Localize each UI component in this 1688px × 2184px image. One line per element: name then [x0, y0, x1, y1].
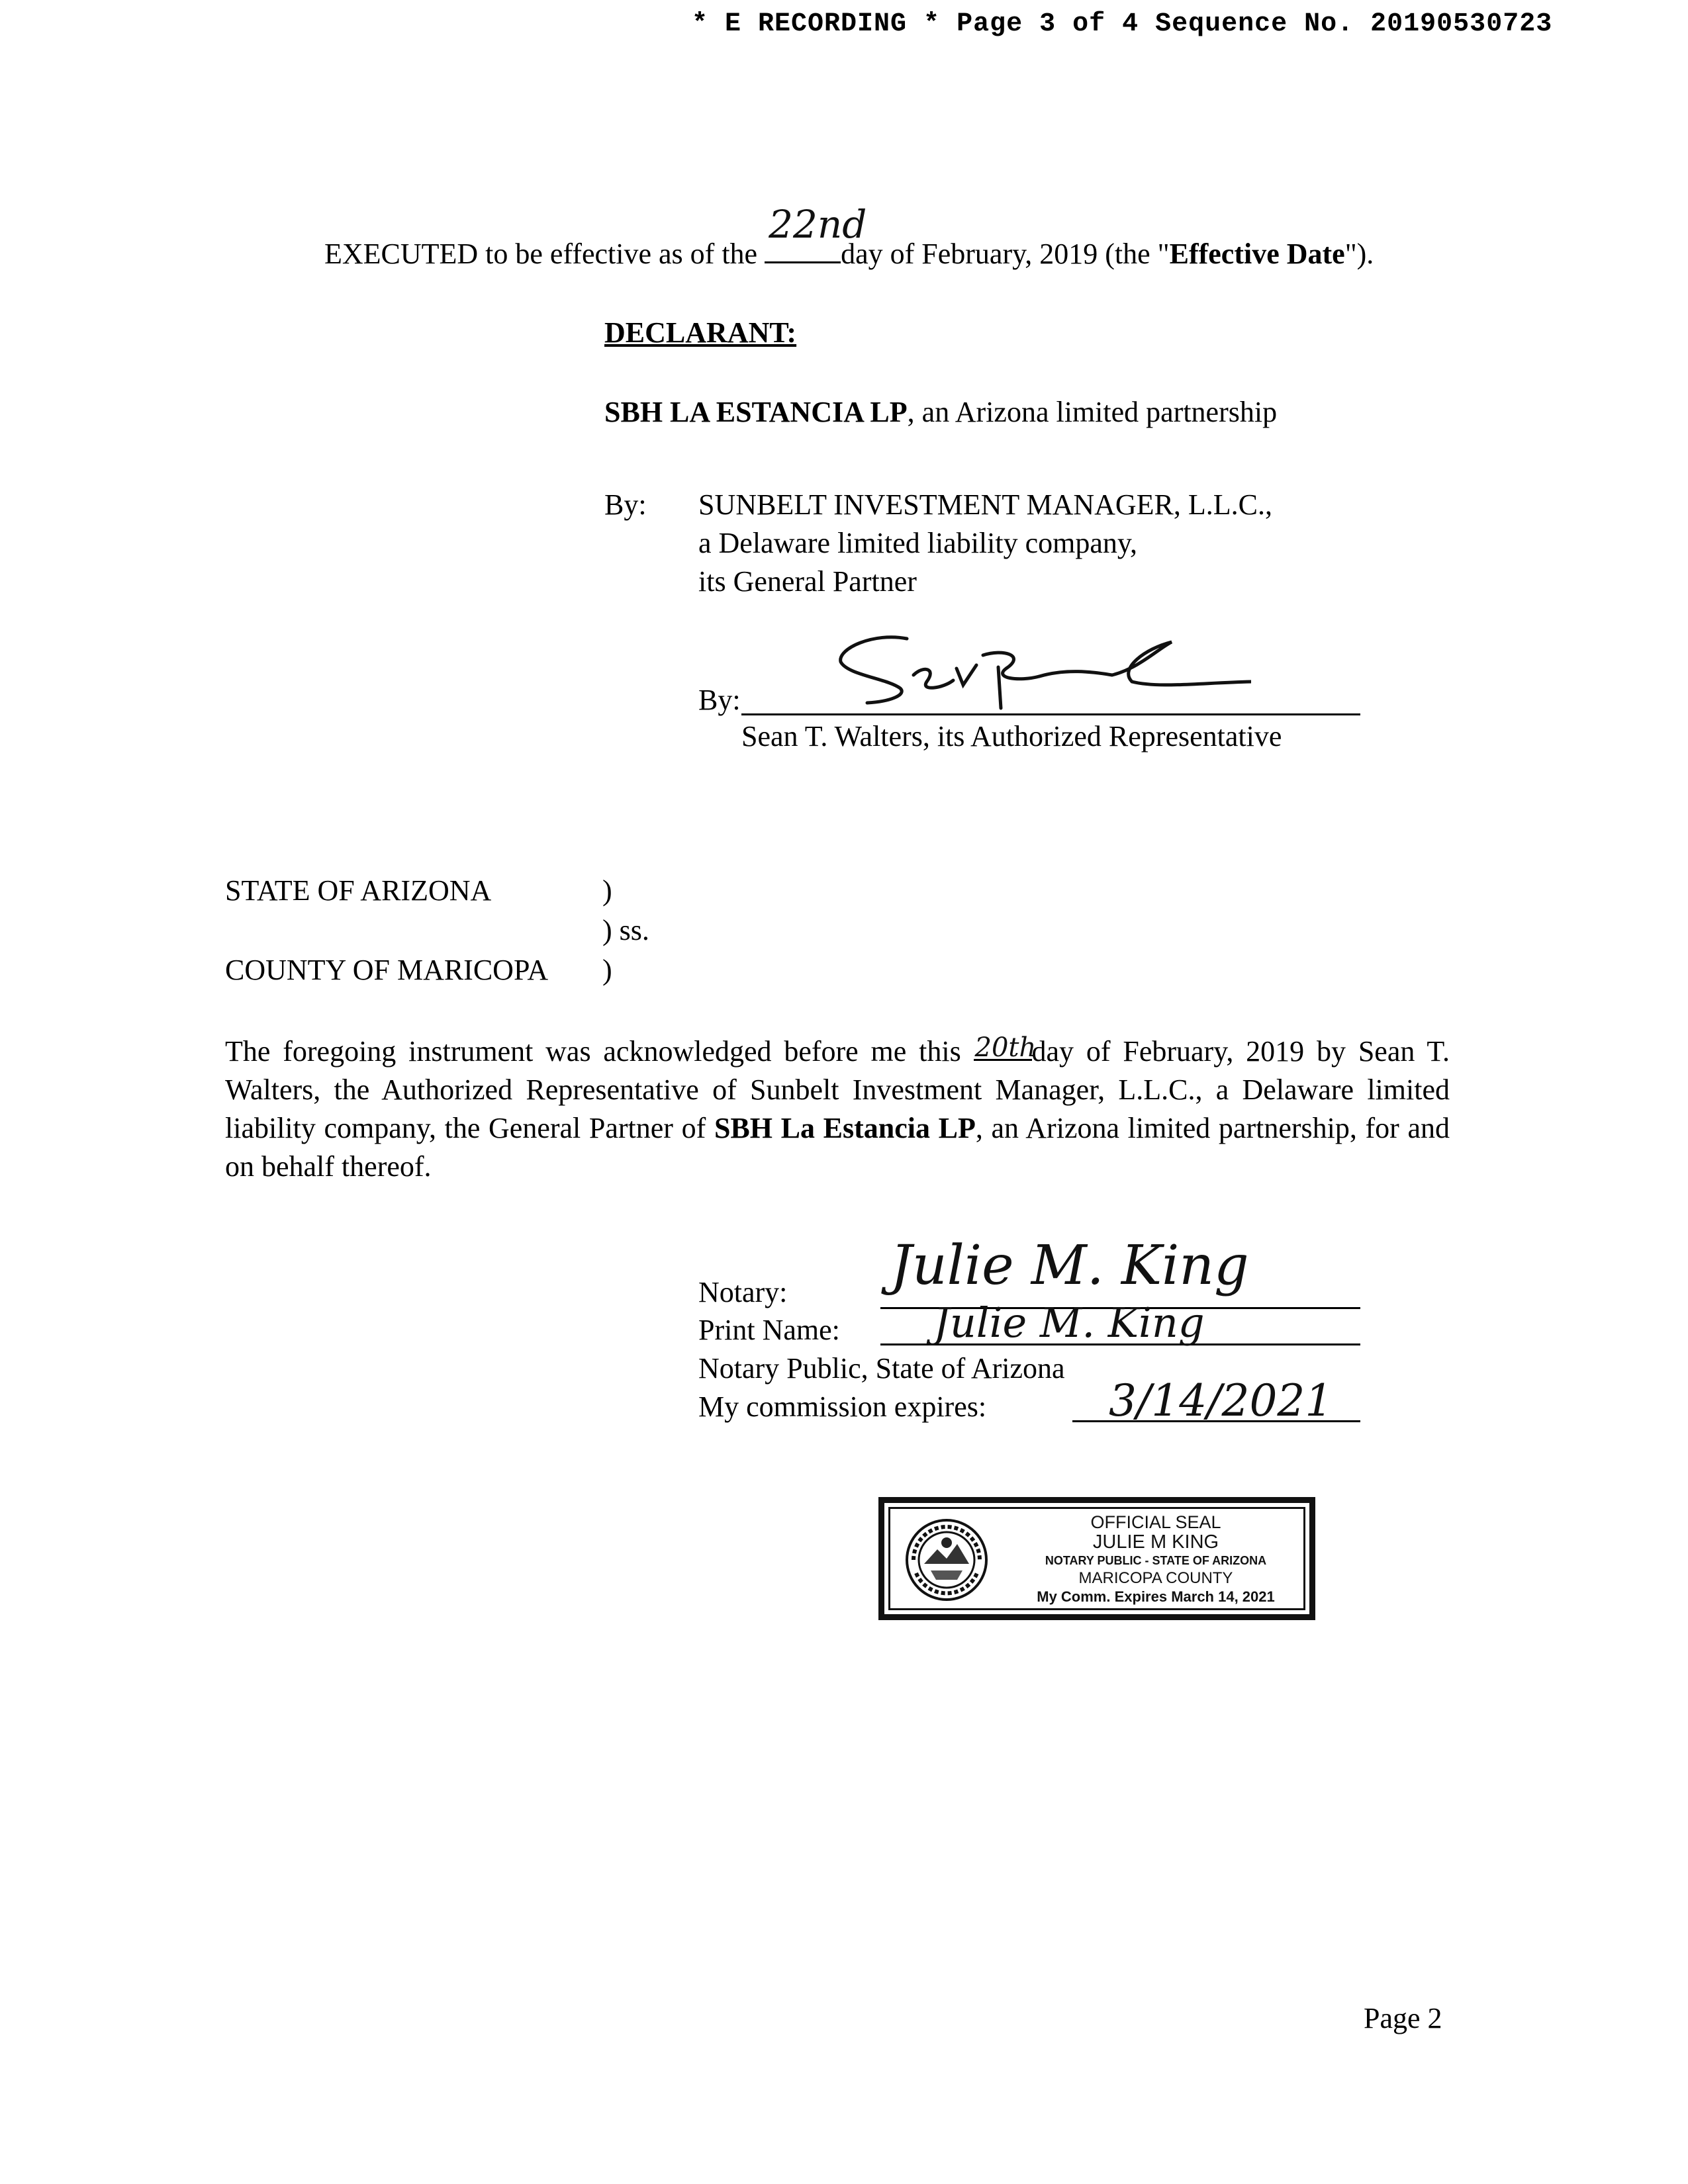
effective-date-term: Effective Date [1169, 238, 1345, 270]
recording-stamp: * E RECORDING * Page 3 of 4 Sequence No. 20190530723 [692, 9, 1553, 39]
state-seal-icon [904, 1518, 989, 1602]
seal-text-block [1017, 1512, 1295, 1606]
declarant-heading: DECLARANT: [604, 316, 797, 349]
venue-paren-1: ) [602, 874, 612, 907]
manager-line-1: SUNBELT INVESTMENT MANAGER, L.L.C., [698, 488, 1273, 521]
ack-day-blank [974, 1032, 1037, 1063]
execution-suffix: day of February, 2019 (the " [841, 238, 1170, 270]
execution-day-blank [765, 202, 867, 263]
seal-line-2: JULIE M KING [1092, 1531, 1219, 1553]
venue-ss: ) ss. [602, 914, 649, 946]
ack-part-a: day of February, 2019 by Sean T. Walters, the Authorized Representative of Sunbelt Investment Manager, L.L.C., a Delaware limited liability company, the General Partner of [225, 1035, 1450, 1144]
manager-line-2: a Delaware limited liability company, [698, 527, 1138, 559]
notary-signature: Julie M. King [890, 1234, 1249, 1297]
declarant-entity-name: SBH LA ESTANCIA LP [604, 396, 908, 428]
seal-line-4: MARICOPA COUNTY [1078, 1569, 1233, 1587]
signatory-name: Sean T. Walters, its Authorized Representative [741, 720, 1282, 752]
ack-entity: SBH La Estancia LP [714, 1112, 976, 1144]
declarant-entity [604, 394, 1277, 430]
venue-state: STATE OF ARIZONA [225, 874, 492, 907]
venue-paren-2: ) [602, 954, 612, 986]
execution-prefix: EXECUTED to be effective as of the [324, 238, 758, 270]
handwritten-signature [827, 629, 1251, 715]
seal-line-3: NOTARY PUBLIC - STATE OF ARIZONA [1045, 1554, 1267, 1567]
by-label-manager: By: [604, 488, 647, 521]
ack-day-handwritten: 20th [974, 1032, 1037, 1063]
venue-county: COUNTY OF MARICOPA [225, 954, 549, 986]
seal-line-1: OFFICIAL SEAL [1090, 1512, 1221, 1532]
print-name-value: Julie M. King [933, 1298, 1205, 1347]
seal-line-5: My Comm. Expires March 14, 2021 [1037, 1588, 1275, 1605]
execution-day-handwritten: 22nd [769, 202, 867, 247]
notary-public-line: Notary Public, State of Arizona [698, 1352, 1065, 1385]
by-label-signature: By: [698, 684, 741, 716]
ack-prefix: The foregoing instrument was acknowledged before me this [225, 1035, 961, 1068]
page-number: Page 2 [1364, 2002, 1442, 2034]
notary-label: Notary: [698, 1276, 788, 1308]
ack-part-b: , an Arizona limited partnership, for and on behalf thereof. [225, 1112, 1450, 1183]
declarant-entity-desc: , an Arizona limited partnership [907, 396, 1278, 428]
execution-line [324, 202, 1374, 272]
execution-suffix-end: "). [1344, 238, 1374, 270]
official-seal-stamp [878, 1497, 1315, 1620]
manager-line-3: its General Partner [698, 565, 917, 598]
expires-label: My commission expires: [698, 1390, 987, 1423]
print-name-label: Print Name: [698, 1314, 840, 1346]
acknowledgment-paragraph [225, 1032, 1450, 1186]
expires-value: 3/14/2021 [1109, 1375, 1333, 1426]
